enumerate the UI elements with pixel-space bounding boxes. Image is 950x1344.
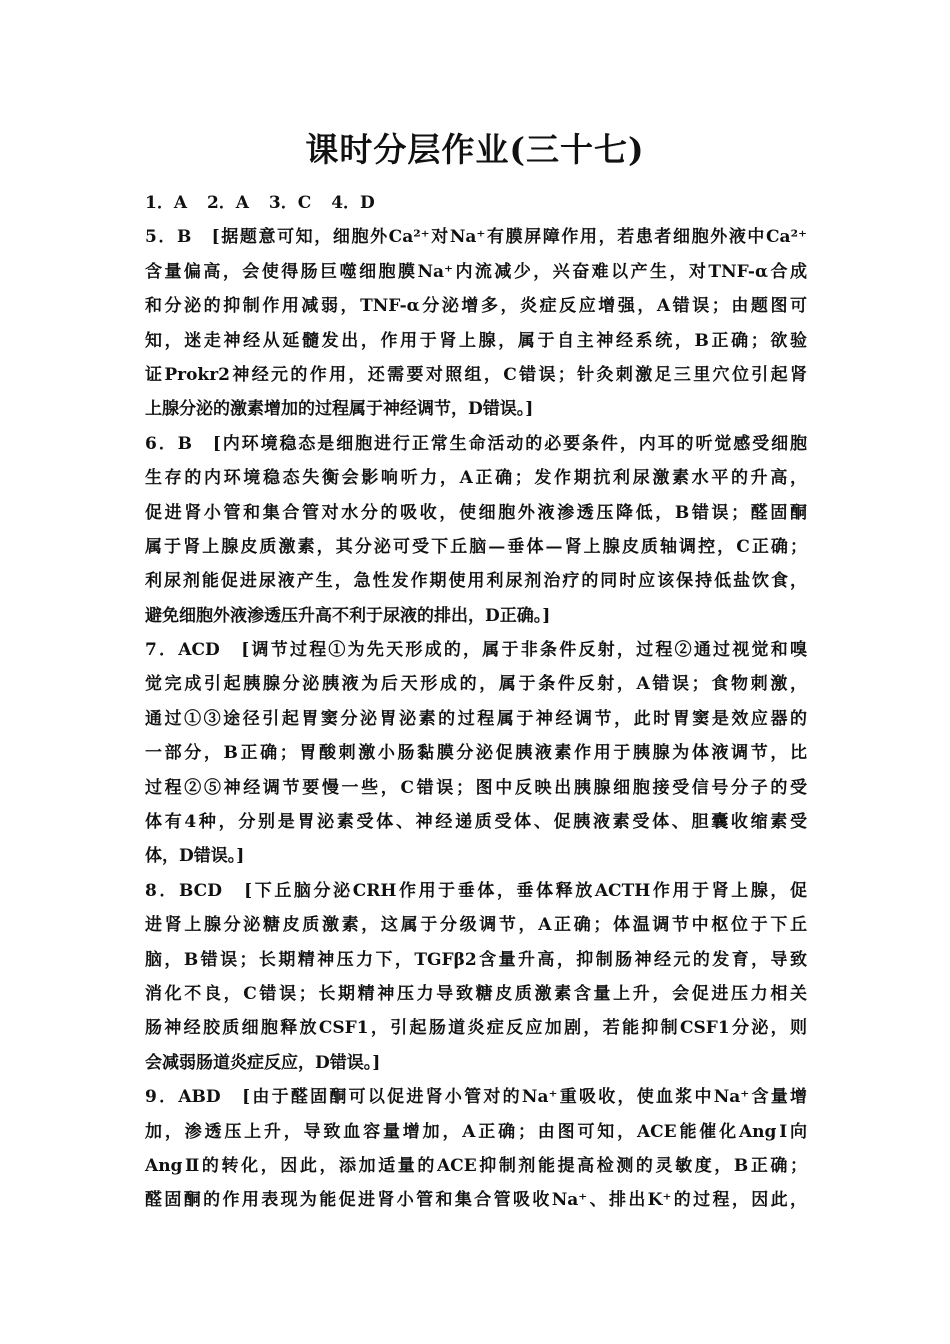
text-line: 和分泌的抑制作用减弱，TNF-α分泌增多，炎症反应增强，A错误；由题图可 [145, 296, 807, 317]
text-line: 一部分，B正确；胃酸刺激小肠黏膜分泌促胰液素作用于胰腺为体液调节，比 [145, 743, 807, 764]
answer-body [145, 186, 807, 1218]
answer-3: 3．C [268, 193, 312, 213]
text-line: 体，D错误。] [145, 846, 245, 867]
text-line: 6．B [内环境稳态是细胞进行正常生命活动的必要条件，内耳的听觉感受细胞 [145, 433, 807, 454]
page-title: 课时分层作业(三十七) [305, 130, 645, 169]
answer-2: 2．A [206, 193, 249, 213]
text-line: 进肾上腺分泌糖皮质激素，这属于分级调节，A正确；体温调节中枢位于下丘 [145, 915, 807, 936]
text-line: 7．ACD [调节过程①为先天形成的，属于非条件反射，过程②通过视觉和嗅 [145, 640, 807, 661]
text-line: 体有4种，分别是胃泌素受体、神经递质受体、促胰液素受体、胆囊收缩素受 [145, 812, 807, 833]
text-line: 促进肾小管和集合管对水分的吸收，使细胞外液渗透压降低，B错误；醛固酮 [145, 502, 807, 523]
text-line: 醛固酮的作用表现为能促进肾小管和集合管吸收Na⁺、排出K⁺的过程，因此， [145, 1190, 807, 1211]
text-line: 避免细胞外液渗透压升高不利于尿液的排出，D正确。] [145, 605, 551, 626]
text-line: 8．BCD [下丘脑分泌CRH作用于垂体，垂体释放ACTH作用于肾上腺，促 [145, 880, 807, 901]
text-line: 脑，B错误；长期精神压力下，TGFβ2含量升高，抑制肠神经元的发育，导致 [145, 949, 807, 970]
text-line: 觉完成引起胰腺分泌胰液为后天形成的，属于条件反射，A错误；食物刺激， [145, 674, 807, 695]
text-line: 会减弱肠道炎症反应，D错误。] [145, 1052, 381, 1073]
answer-4: 4．D [331, 193, 375, 213]
text-line: 上腺分泌的激素增加的过程属于神经调节，D错误。] [145, 399, 534, 420]
text-line: 生存的内环境稳态失衡会影响听力，A正确；发作期抗利尿激素水平的升高， [145, 468, 807, 489]
text-line: 过程②⑤神经调节要慢一些，C错误；图中反映出胰腺细胞接受信号分子的受 [145, 777, 807, 798]
text-line: 利尿剂能促进尿液产生，急性发作期使用利尿剂治疗的同时应该保持低盐饮食， [145, 571, 807, 592]
answer-line-1-4 [145, 186, 807, 220]
text-line: 9．ABD [由于醛固酮可以促进肾小管对的Na⁺重吸收，使血浆中Na⁺含量增 [145, 1087, 807, 1108]
text-line: 证Prokr2神经元的作用，还需要对照组，C错误；针灸刺激足三里穴位引起肾 [145, 364, 807, 385]
text-line: 知，迷走神经从延髓发出，作用于肾上腺，属于自主神经系统，B正确；欲验 [145, 330, 807, 351]
text-line: 加，渗透压上升，导致血容量增加，A正确；由图可知，ACE能催化AngⅠ向 [145, 1121, 807, 1142]
text-line: 通过①③途径引起胃窦分泌胃泌素的过程属于神经调节，此时胃窦是效应器的 [145, 708, 807, 729]
text-line: 消化不良，C错误；长期精神压力导致糖皮质激素含量上升，会促进压力相关 [145, 983, 807, 1004]
answer-1: 1．A [145, 193, 188, 213]
text-line: 肠神经胶质细胞释放CSF1，引起肠道炎症反应加剧，若能抑制CSF1分泌，则 [145, 1018, 807, 1039]
text-line: 属于肾上腺皮质激素，其分泌可受下丘脑—垂体—肾上腺皮质轴调控，C正确； [145, 536, 807, 557]
text-line: 含量偏高，会使得肠巨噬细胞膜Na⁺内流减少，兴奋难以产生，对TNF-α合成 [145, 261, 807, 282]
text-line: AngⅡ的转化，因此，添加适量的ACE抑制剂能提高检测的灵敏度，B正确； [145, 1155, 807, 1176]
text-line: 5．B [据题意可知，细胞外Ca²⁺对Na⁺有膜屏障作用，若患者细胞外液中Ca²⁺ [145, 227, 807, 248]
